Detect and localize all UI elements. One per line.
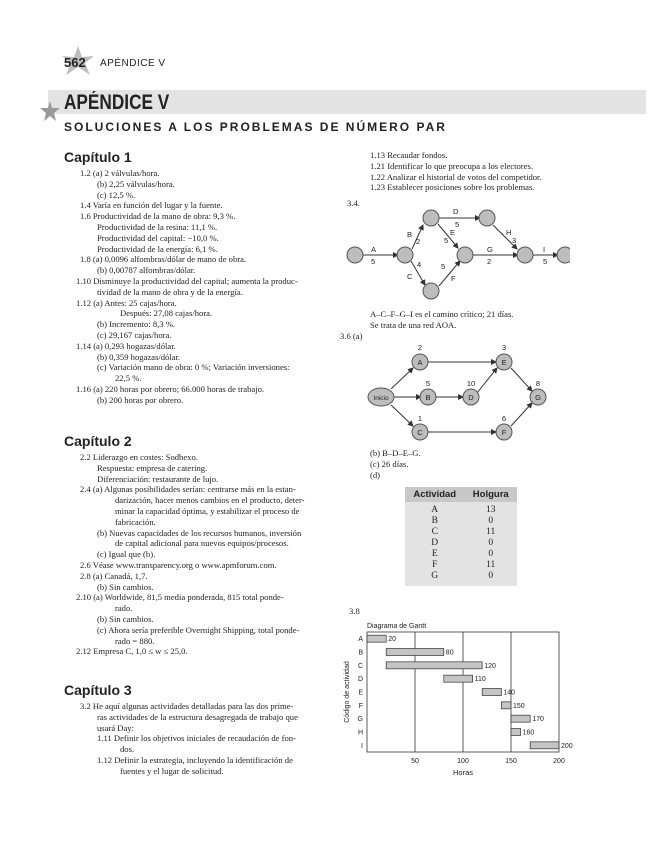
y-tick-label: F — [358, 702, 363, 710]
answer-line: de capital adicional para nuevos equipos/procesos. — [115, 538, 289, 549]
chapter-3-answers — [80, 701, 298, 777]
answer-line: darización, hacer menos cambios en el producto, deter- — [115, 495, 305, 506]
x-tick-label: 200 — [553, 758, 565, 765]
answer-line: (b) Incremento: 8,3 %. — [97, 319, 176, 330]
answer-line: 2.6 Véase www.transparency.org o www.apmforum.com. — [80, 559, 277, 570]
answer-line: (b) 0,359 hogazas/dólar. — [97, 351, 181, 362]
aoa-edge-time: 2 — [487, 257, 492, 266]
bar-end-label: 200 — [561, 742, 573, 750]
bar-end-label: 170 — [532, 716, 544, 724]
answer-line: (d) — [370, 469, 381, 480]
answer-line: 3.2 He aquí algunas actividades detalladas para las dos prime- — [80, 701, 294, 711]
table-cell: C — [405, 527, 464, 538]
answer-line: Se trata de una red AOA. — [370, 319, 457, 330]
answer-line: 2.2 Liderazgo en costes: Sodhexo. — [80, 452, 198, 462]
aon-node-time: 1 — [417, 414, 423, 423]
aoa-edge-time: 5 — [441, 262, 446, 271]
table-row — [405, 502, 517, 516]
x-axis-label: Horas — [452, 768, 474, 777]
bar-end-label: 80 — [445, 649, 454, 657]
chapter-2-answers — [76, 452, 305, 657]
answer-line: fuentes y el lugar de solicitud. — [120, 765, 224, 776]
gantt-bar — [530, 742, 559, 749]
answer-line: (c) Ahora sería preferible Overnight Shipping, total ponde- — [97, 624, 300, 635]
answer-line: 1.11 Definir los objetivos iniciales de recaudación de fon- — [97, 733, 296, 744]
aon-node-name: C — [417, 428, 423, 437]
gantt-bar — [511, 729, 521, 736]
gantt-bar — [482, 689, 501, 696]
answer-line: 1.4 Varía en función del lugar y la fuente. — [80, 200, 223, 211]
aoa-edge-name: A — [371, 245, 377, 254]
bar-end-label: 120 — [484, 662, 496, 670]
table-cell: E — [405, 549, 464, 560]
answer-line: (b) Sin cambios. — [97, 581, 154, 592]
x-tick-label: 100 — [457, 758, 469, 765]
column-header: Holgura — [464, 487, 517, 502]
gantt-chart — [335, 618, 585, 780]
question-3-4-label: 3.4. — [347, 198, 360, 208]
table-cell: 13 — [464, 502, 517, 516]
answer-line: 1.21 Identificar lo que preocupa a los electores. — [370, 160, 533, 171]
page-number: 562 — [64, 55, 86, 70]
table-cell: 0 — [464, 516, 517, 527]
answer-line: Diferenciación: restaurante de lujo. — [97, 473, 219, 484]
answer-line: 1.14 (a) 0,293 hogazas/dólar. — [76, 340, 176, 351]
table-row — [405, 516, 517, 527]
table-cell: F — [405, 560, 464, 571]
answer-line: (c) 29,167 cajas/hora. — [97, 329, 172, 340]
gantt-bar — [511, 715, 530, 722]
aoa-edge-name: B — [407, 230, 413, 239]
answer-line: (c) 26 días. — [370, 458, 409, 469]
answer-line: (c) Variación mano de obra: 0 %; Variación inversiones: — [97, 362, 290, 373]
table-row — [405, 560, 517, 571]
aon-network-diagram — [365, 340, 555, 445]
answer-line: A–C–F–G–I es el camino crítico; 21 días. — [370, 309, 514, 319]
y-tick-label: A — [358, 636, 363, 644]
answer-line: 1.6 Productividad de la mano de obra: 9,3 %. — [80, 211, 236, 222]
answer-line: 1.2 (a) 2 válvulas/hora. — [80, 168, 160, 178]
aoa-edge-time: 4 — [417, 260, 422, 269]
aoa-edge-time: 5 — [455, 220, 460, 229]
answer-line: minar la capacidad óptima, y estabilizar el proceso de — [115, 505, 300, 516]
table-row — [405, 527, 517, 538]
aon-node-name: F — [501, 428, 507, 437]
answer-line: 1.16 (a) 220 horas por obrero; 66.000 horas de trabajo. — [76, 383, 265, 394]
running-header: APÉNDICE V — [100, 58, 166, 69]
answer-line: rado = 880. — [115, 635, 155, 646]
aoa-network-diagram — [340, 205, 570, 300]
x-tick-label: 150 — [505, 758, 517, 765]
y-tick-label: I — [361, 742, 363, 750]
aoa-edge-time: 5 — [543, 257, 548, 266]
y-tick-label: D — [357, 676, 363, 684]
question-3-6-text — [370, 448, 421, 480]
gantt-bar — [501, 702, 511, 709]
bar-end-label: 140 — [503, 689, 516, 697]
question-3-8-label: 3.8 — [349, 606, 360, 616]
table-row — [405, 549, 517, 560]
y-tick-label: H — [357, 729, 363, 737]
answer-line: 2.12 Empresa C, 1,0 ≤ w ≤ 25,0. — [76, 646, 188, 657]
chart-title: Diagrama de Gantt — [367, 623, 427, 630]
aon-node-name: Inicio — [373, 395, 389, 402]
answer-line: tividad de la mano de obra y de la energía. — [97, 286, 243, 297]
y-tick-label: C — [357, 662, 363, 670]
aoa-edge-name: I — [543, 245, 546, 254]
y-tick-label: B — [358, 649, 363, 657]
answer-line: 2.4 (a) Algunas posibilidades serían: centrarse más en la estan- — [80, 484, 296, 495]
gantt-bar — [367, 635, 386, 642]
aon-node-name: A — [417, 358, 423, 367]
aoa-edge-name: G — [487, 245, 493, 254]
table-cell: 0 — [464, 571, 517, 586]
question-3-4-text — [370, 309, 513, 331]
table-header-row — [405, 487, 517, 502]
answer-line: usará Day: — [97, 722, 134, 733]
aoa-edge-name: E — [450, 228, 456, 237]
answer-line: 22,5 %. — [115, 373, 142, 384]
aoa-edge-time: 5 — [371, 257, 376, 266]
table-row — [405, 538, 517, 549]
answer-line: Productividad del capital: −10,0 %. — [97, 232, 219, 243]
answer-line: rado. — [115, 603, 133, 614]
aon-node-time: 3 — [501, 343, 507, 352]
chapter-1-answers — [76, 168, 298, 406]
table-cell: A — [405, 502, 464, 516]
chapter-2-heading: Capítulo 2 — [64, 433, 132, 449]
question-3-6-label: 3.6 (a) — [340, 331, 363, 341]
table-cell: 11 — [464, 527, 517, 538]
aoa-edge-time: 5 — [444, 236, 449, 245]
answer-line: Después: 27,08 cajas/hora. — [120, 308, 213, 319]
table-cell: G — [405, 571, 464, 586]
aoa-edge-time: 3 — [512, 236, 517, 245]
aoa-edge-name: F — [451, 274, 456, 283]
gantt-bar — [444, 675, 473, 682]
answer-line: (c) Igual que (b). — [97, 549, 156, 560]
answer-line: Respuesta: empresa de catering. — [97, 462, 208, 473]
answer-line: fabricación. — [115, 516, 156, 527]
aoa-edge-name: D — [453, 207, 459, 216]
star-bullet-icon — [38, 100, 62, 124]
answer-line: (c) 12,5 %. — [97, 189, 136, 200]
answer-line: 2.8 (a) Canadá, 1,7. — [80, 570, 148, 581]
aon-node-time: 10 — [466, 379, 476, 388]
answer-line: Productividad de la resina: 11,1 %. — [97, 221, 218, 232]
x-tick-label: 50 — [411, 758, 419, 765]
holgura-table — [405, 487, 517, 586]
answer-line: ras actividades de la estructura desagregada de trabajo que — [97, 711, 298, 722]
gantt-bar — [386, 662, 482, 669]
answer-line: Productividad de la energía: 6,1 %. — [97, 243, 218, 254]
answer-line: 1.22 Analizar el historial de votos del competidor. — [370, 171, 542, 182]
answer-line: (b) Sin cambios. — [97, 613, 154, 624]
page-title: APÉNDICE V — [64, 91, 170, 114]
gantt-bar — [386, 649, 444, 656]
y-tick-label: E — [358, 689, 363, 697]
table-cell: D — [405, 538, 464, 549]
chapter-3-heading: Capítulo 3 — [64, 682, 132, 698]
answer-line: (b) 0,00787 alfombras/dólar. — [97, 265, 196, 276]
answer-line: 1.10 Disminuye la productividad del capital; aumenta la produc- — [76, 275, 298, 286]
answer-line: (b) Nuevas capacidades de los recursos humanos, inversión — [97, 527, 302, 538]
answer-line: dos. — [120, 744, 135, 755]
aoa-edge-time: 2 — [416, 237, 421, 246]
page-subtitle: SOLUCIONES A LOS PROBLEMAS DE NÚMERO PAR — [64, 120, 447, 134]
continued-list — [370, 150, 542, 193]
answer-line: 1.8 (a) 0,0096 alfombras/dólar de mano de obra. — [80, 254, 247, 265]
table-cell: B — [405, 516, 464, 527]
aon-node-name: B — [425, 393, 431, 402]
aon-node-time: 5 — [425, 379, 431, 388]
aon-node-time: 6 — [501, 414, 507, 423]
y-tick-label: G — [357, 716, 363, 724]
chapter-1-heading: Capítulo 1 — [64, 149, 132, 165]
answer-line: 1.12 (a) Antes: 25 cajas/hora. — [76, 297, 177, 308]
aon-node-name: D — [468, 393, 474, 402]
aon-node-name: G — [535, 393, 541, 402]
table-cell: 11 — [464, 560, 517, 571]
bar-end-label: 110 — [474, 676, 486, 684]
table-cell: 0 — [464, 549, 517, 560]
column-header: Actividad — [405, 487, 464, 502]
table-cell: 0 — [464, 538, 517, 549]
aoa-edge-name: H — [506, 228, 512, 237]
y-axis-label: Código de actividad — [344, 661, 351, 723]
bar-end-label: 160 — [522, 729, 535, 737]
answer-line: 1.13 Recaudar fondos. — [370, 150, 448, 160]
answer-line: 1.12 Definir la estrategia, incluyendo la identificación de — [97, 754, 293, 765]
answer-line: (b) 200 horas por obrero. — [97, 394, 184, 405]
aoa-edge-name: C — [407, 272, 413, 281]
answer-line: (b) 2,25 válvulas/hora. — [97, 178, 175, 189]
answer-line: (b) B–D–E–G. — [370, 448, 421, 458]
answer-line: 1.23 Establecer posiciones sobre los problemas. — [370, 182, 535, 193]
aon-node-time: 8 — [535, 379, 541, 388]
table-row — [405, 571, 517, 586]
answer-line: 2.10 (a) Worldwide, 81,5 media ponderada, 815 total ponde- — [76, 592, 284, 603]
bar-end-label: 150 — [513, 702, 525, 710]
aon-node-time: 2 — [417, 343, 423, 352]
bar-end-label: 20 — [388, 636, 396, 644]
aon-node-name: E — [501, 358, 507, 367]
